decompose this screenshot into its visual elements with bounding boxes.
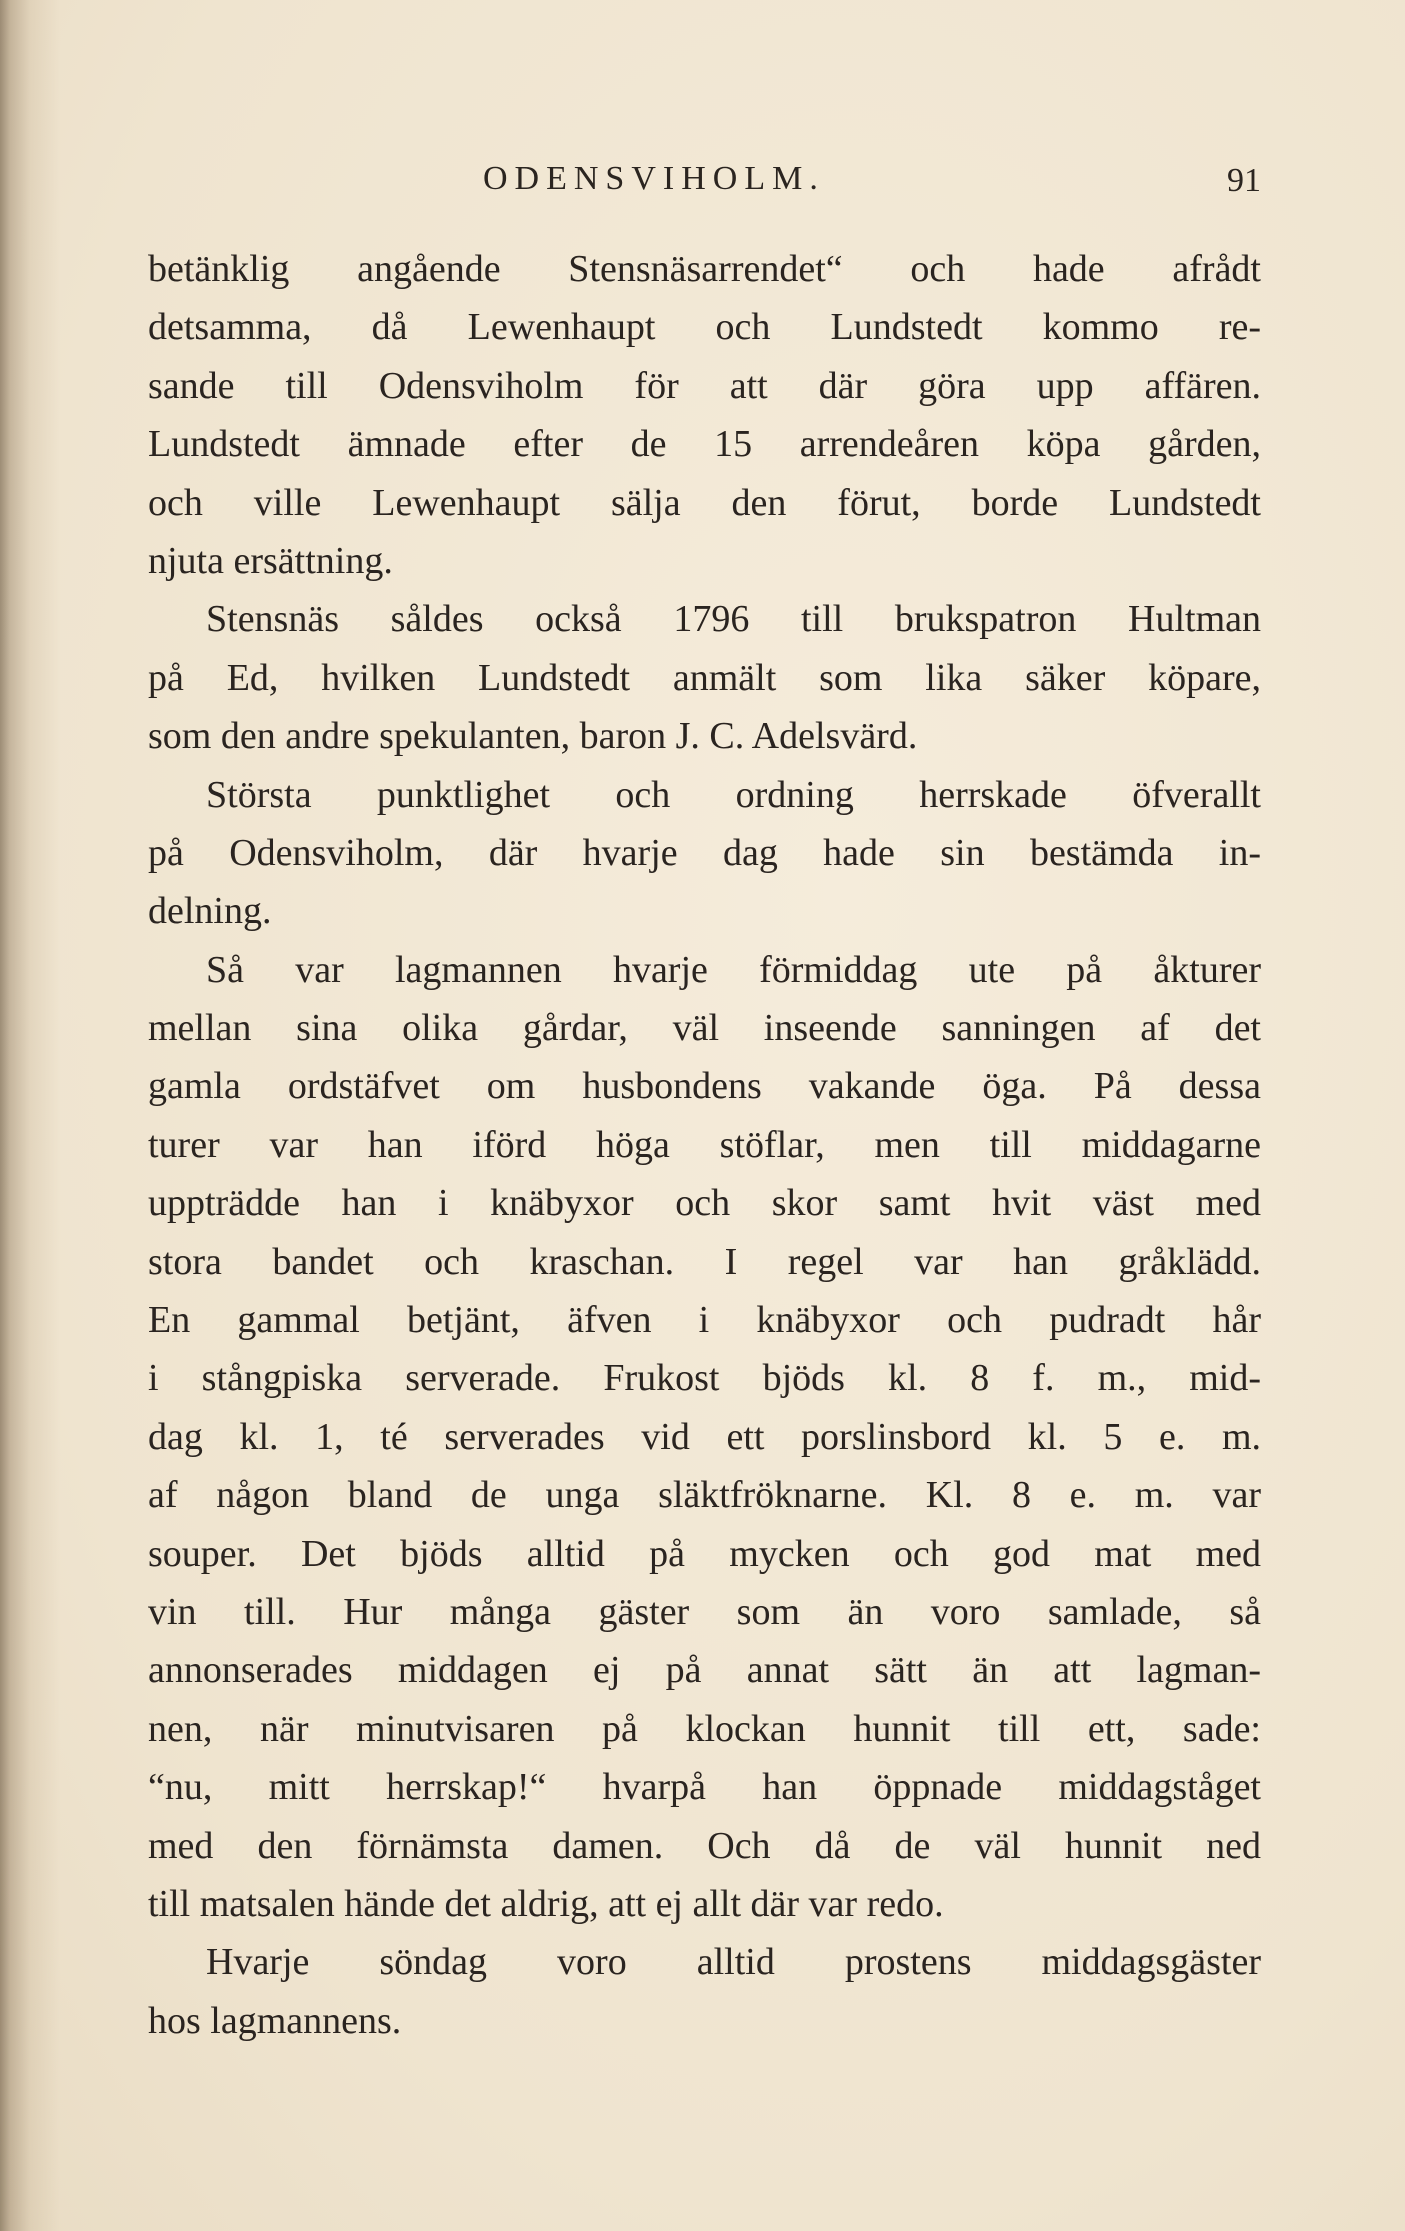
text-line: delning. bbox=[148, 890, 272, 933]
text-line: Största punktlighet och ordning herrskade öfverallt bbox=[206, 773, 1261, 816]
paragraph bbox=[148, 1933, 1261, 2050]
running-title: ODENSVIHOLM. bbox=[483, 160, 825, 197]
text-line: Så var lagmannen hvarje förmiddag ute på åkturer bbox=[206, 948, 1261, 991]
text-line: souper. Det bjöds alltid på mycken och god mat med bbox=[148, 1532, 1261, 1575]
text-line: till matsalen hände det aldrig, att ej allt där var redo. bbox=[148, 1882, 944, 1925]
text-line: sande till Odensviholm för att där göra upp affären. bbox=[148, 364, 1261, 407]
text-line: vin till. Hur många gäster som än voro samlade, så bbox=[148, 1590, 1261, 1633]
text-line: Hvarje söndag voro alltid prostens middagsgäster bbox=[206, 1941, 1261, 1984]
text-line: på Odensviholm, där hvarje dag hade sin bestämda in- bbox=[148, 831, 1261, 874]
text-line: Stensnäs såldes också 1796 till brukspatron Hultman bbox=[206, 598, 1261, 641]
text-line: som den andre spekulanten, baron J. C. Adelsvärd. bbox=[148, 715, 918, 758]
page-number: 91 bbox=[1227, 162, 1261, 199]
body-text bbox=[148, 240, 1261, 2050]
paragraph bbox=[148, 766, 1261, 941]
text-line: och ville Lewenhaupt sälja den förut, borde Lundstedt bbox=[148, 481, 1261, 524]
text-line: hos lagmannens. bbox=[148, 1999, 402, 2042]
text-line: med den förnämsta damen. Och då de väl hunnit ned bbox=[148, 1824, 1261, 1867]
text-line: Lundstedt ämnade efter de 15 arrendeåren köpa gården, bbox=[148, 423, 1261, 466]
text-line: detsamma, då Lewenhaupt och Lundstedt kommo re- bbox=[148, 306, 1261, 349]
text-line: “nu, mitt herrskap!“ hvarpå han öppnade middagståget bbox=[148, 1766, 1261, 1809]
text-line: njuta ersättning. bbox=[148, 539, 393, 582]
text-line: turer var han iförd höga stöflar, men till middagarne bbox=[148, 1123, 1261, 1166]
text-line: gamla ordstäfvet om husbondens vakande öga. På dessa bbox=[148, 1065, 1261, 1108]
text-line: på Ed, hvilken Lundstedt anmält som lika säker köpare, bbox=[148, 656, 1261, 699]
text-line: En gammal betjänt, äfven i knäbyxor och pudradt hår bbox=[148, 1299, 1261, 1342]
text-line: uppträdde han i knäbyxor och skor samt hvit väst med bbox=[148, 1182, 1261, 1225]
text-line: mellan sina olika gårdar, väl inseende sanningen af det bbox=[148, 1007, 1261, 1050]
text-line: i stångpiska serverade. Frukost bjöds kl. 8 f. m., mid- bbox=[148, 1357, 1261, 1400]
text-line: stora bandet och kraschan. I regel var han gråklädd. bbox=[148, 1240, 1261, 1283]
text-line: af någon bland de unga släktfröknarne. Kl. 8 e. m. var bbox=[148, 1474, 1261, 1517]
text-line: dag kl. 1, té serverades vid ett porslinsbord kl. 5 e. m. bbox=[148, 1415, 1261, 1458]
text-line: annonserades middagen ej på annat sätt än att lagman- bbox=[148, 1649, 1261, 1692]
paragraph bbox=[148, 941, 1261, 1934]
text-line: nen, när minutvisaren på klockan hunnit till ett, sade: bbox=[148, 1707, 1261, 1750]
page-header bbox=[148, 160, 1261, 208]
text-line: betänklig angående Stensnäsarrendet“ och hade afrådt bbox=[148, 248, 1261, 290]
paragraph bbox=[148, 240, 1261, 590]
paragraph bbox=[148, 590, 1261, 765]
